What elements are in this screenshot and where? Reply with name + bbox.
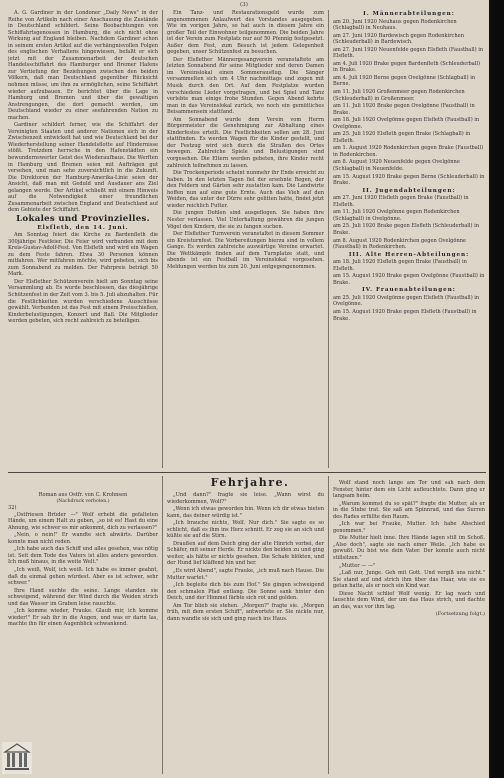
dateline: Elsfleth, den 14. Juni. xyxy=(37,224,129,231)
paragraph: Am Sonnabend wurde dem Verein vom Herrn Bürgermeister die Genehmigung zur Abhaltung eines Kinderfestes erteilt. Die Festlichkeiten sollen am 28. Juni stattfinden. Es werden Wagen für die Kinder gestellt, und der Festzug wird sich durch die Straßen des Ortes bewegen. Zahlreiche Spiele und Belustigungen sind vorgesehen. Die Eltern werden gebeten, ihre Kinder recht zahlreich teilnehmen zu lassen. xyxy=(167,116,324,169)
schedule-entry: am 25. Juli 1920 Brake gegen Elsfleth (Schleuderball) in Brake. xyxy=(333,223,480,236)
schedule-list xyxy=(333,295,485,322)
paragraph: Die Trockenperiode scheint nunmehr ihr Ende erreicht zu haben. In den letzten Tagen fiel der ersehnte Regen, der den Feldern und Gärten sehr zustatten kam. Die Landwirte hoffen nun auf eine gute Ernte. Auch das Vieh auf den Weiden, das unter der Dürre sehr gelitten hatte, findet jetzt wieder reichlich Futter. xyxy=(167,170,324,209)
schedule-entry: am 8. August 1920 Rodenkirchen gegen Ovelgönne (Faustball) in Rodenkirchen. xyxy=(333,237,467,251)
right-column-schedule xyxy=(333,10,485,468)
paragraph: Diese Nacht schlief Wolf wenig. Er lag wach und lauschte dem Wind, der um das Haus strich, und dachte an das, was vor ihm lag. xyxy=(333,590,485,610)
paragraph: Ihre Hand suchte die seine. Lange standen sie schweigend, während der Wind durch die Weiden strich und das Wasser im Graben leise rauschte. xyxy=(8,587,158,607)
schedule-entry: am 25. Juli 1920 Ovelgönne gegen Elsfleth (Faustball) in Ovelgönne. xyxy=(333,294,480,308)
schedule-list xyxy=(333,259,485,286)
paragraph: „Laß nur, Junge. Geh mit Gott. Und vergiß uns nicht." Sie stand auf und strich ihm über das Haar, wie sie es getan hatte, als er noch ein Kind war. xyxy=(333,570,485,590)
paragraph: „Ich habe auch das Schiff und alles gesehen, was nötig ist. Seit dem Tode des Vaters ist alles anders geworden. Ich muß hinaus, in die weite Welt." xyxy=(8,546,158,566)
schedule-list xyxy=(333,19,485,187)
paragraph: „Ich war bei Frauke, Mutter. Ich habe Abschied genommen." xyxy=(333,521,485,534)
schedule-entry: am 1. August 1920 Rodenkirchen gegen Brake (Faustball) in Rodenkirchen. xyxy=(333,145,484,158)
paragraph: Der Elsflether Männergesangverein veranstaltete am letzten Sonnabend für seine Mitglieder und deren Damen im Vereinslokal einen Sommerausflug. Die Sänger versammelten sich um 4 Uhr nachmittags und zogen mit Musik durch den Ort. Auf dem Festplatze wurden verschiedene Lieder vorgetragen, und bei Spiel und Tanz verlebte man einige frohe Stunden. Gegen Abend kehrte man in das Vereinslokal zurück, wo noch ein gemütliches Beisammensein stattfand. xyxy=(167,56,324,116)
left-column xyxy=(8,10,158,468)
schedule-entry: am 27. Juni 1920 Bardewisch gegen Rodenkirchen (Schleuderball) in Bardewisch. xyxy=(333,32,464,46)
paragraph: „Mutter — —" xyxy=(339,562,376,569)
schedule-entry: am 15. August 1920 Brake gegen Elsfleth (Faustball) in Brake. xyxy=(333,308,477,322)
scan-border xyxy=(492,0,504,778)
schedule-section-title: IV. Frauenabteilungen: xyxy=(362,287,456,294)
schedule-entry: am 27. Juni 1920 Neuenfelde gegen Elsfleth (Faustball) in Elsfleth. xyxy=(333,46,484,60)
paragraph: „Ich weiß, Wolf, ich weiß. Ich habe es immer geahnt, daß du einmal gehen würdest. Aber es ist schwer, sehr schwer." xyxy=(8,567,158,587)
section-title-lokales: Lokales und Provinzielles. xyxy=(16,213,150,224)
schedule-list xyxy=(333,195,485,250)
paragraph: Am Tor blieb sie stehen. „Morgen?" fragte sie. „Morgen früh, mit dem ersten Schiff", antwortete er. Sie nickte nur, dann wandte sie sich und ging rasch ins Haus. xyxy=(167,602,324,622)
paragraph: Ein Tanz- und Restaurationsgeld wurde zum angenommenen Anlaufwert des Vorstandes ausgegeben. Wie im vorigen Jahre, so hat auch in diesem Jahre ein großer Teil der Einwohner teilgenommen. Die beiden Jahre ist der Verein zum Festplatz nur auf 50 Pfennig festgesetzt. Außer dem Fest, zum Besuch ist jedem Gelegenheit gegeben, unser Schützenfest zu besuchen. xyxy=(167,10,324,56)
feuilleton-column-1 xyxy=(8,492,158,774)
schedule-entry: am 20. Juni 1920 Neuhaus gegen Rodenkirchen (Schlagball) in Neuhaus. xyxy=(333,18,457,32)
paragraph: Draußen auf dem Deich ging der alte Hinrich vorbei, der Schäfer, mit seiner Herde. Er nickte den beiden zu und ging weiter, als hätte er nichts gesehen. Die Schafe blökten, und der Hund lief kläffend hin und her. xyxy=(167,540,324,567)
feuilleton-column-3 xyxy=(333,480,485,774)
paragraph: Am Sonntag feiert die Kirche zu Bardenfleth die 300jährige Festfeier. Die Feier wird verbunden mit dem Kreis-Gustav-Adolf-Fest. Von Elsfleth und wird ein Wagen zu dem Feste fahren. Etwa 30 Personen können mitfahren. Wer mitfahren möchte, wird gebeten, sich bis zum Sonnabend zu melden. Der Fahrpreis beträgt 50 Mark. xyxy=(8,232,158,278)
paragraph: „Es wird Abend", sagte Frauke, „ich muß nach Hause. Die Mutter wartet." xyxy=(167,568,324,581)
schedule-entry: am 25. Juli 1920 Elsfleth gegen Brake (Schlagball) in Elsfleth. xyxy=(333,131,471,144)
paragraph: Der Elsflether Schützenverein hielt am Sonntag seine Versammlung ab. Es wurde beschlossen, das diesjährige Schützenfest in der Zeit vom 3. bis 5. Juli abzuhalten. Für die Festlichkeiten wurden verschiedene Ausschüsse gewählt. Verbunden ist das Fest mit einem Preisschießen, Kinderbelustigungen, Konzert und Ball. Die Mitglieder werden gebeten, sich recht zahlreich zu beteiligen. xyxy=(8,278,158,325)
schedule-entry: am 18. Juli 1920 Ovelgönne gegen Elsfleth (Faustball) in Ovelgönne. xyxy=(333,117,480,130)
paragraph: „Warum kommst du so spät?" fragte die Mutter, als er in die Stube trat. Sie saß am Spinnrad, und das Surren des Rades erfüllte den Raum. xyxy=(333,500,485,520)
schedule-entry: am 15. August 1920 Brake gegen Berne (Schleuderball) in Brake. xyxy=(333,173,485,187)
schedule-entry: am 27. Juni 1920 Elsfleth gegen Brake (Faustball) in Elsfleth. xyxy=(333,195,469,208)
paragraph: Die Mutter hielt inne. Ihre Hände lagen still im Schoß. „Also doch", sagte sie nach einer Weile. „Ich habe es gewußt. Du bist wie dein Vater. Der konnte auch nicht stillsitzen." xyxy=(333,535,485,562)
page-number: (3) xyxy=(240,2,248,8)
schedule-entry: am 11. Juli 1920 Großenmeer gegen Rodenkirchen (Schleuderball) in Großenmeer. xyxy=(333,89,465,102)
schedule-section-title: II. Jugendabteilungen: xyxy=(362,187,456,194)
schedule-entry: am 18. Juli 1920 Elsfleth gegen Brake (Faustball) in Elsfleth. xyxy=(333,259,467,272)
paragraph: „Ich begleite dich bis zum Hof." Sie gingen schweigend den schmalen Pfad entlang. Die Sonne sank hinter den Deich, und der Himmel färbte sich rot und golden. xyxy=(167,582,324,602)
schedule-entry: am 11. Juli 1920 Brake gegen Ovelgönne (Faustball) in Brake. xyxy=(333,103,475,116)
column-rule xyxy=(162,476,163,774)
chapter-number: 32) xyxy=(8,505,17,512)
schedule-entry: am 11. Juli 1920 Ovelgönne gegen Rodenkirchen (Schlagball) in Ovelgönne. xyxy=(333,209,460,222)
paragraph: „Wenn ich etwas geworden bin. Wenn ich dir etwas bieten kann, das deiner würdig ist." xyxy=(167,506,324,519)
schedule-section-title: III. Alte Herren-Abteilungen: xyxy=(348,251,470,258)
paragraph: „Nein, o nein!" Er wandte sich abwärts. Darüber konnte man nicht reden. xyxy=(8,532,158,545)
paragraph: Die jungen Dohlen sind ausgeflogen. Sie haben ihre Nester verlassen. Viel Unterhaltung gewähren die jungen Vögel den Kindern, die sie zu fangen suchen. xyxy=(167,210,324,230)
schedule-entry: am 4. Juli 1920 Berne gegen Ovelgönne (Schlagball) in Berne. xyxy=(333,74,476,88)
paragraph: Der Elsflether Turnverein veranstaltet in diesem Sommer ein Kreisturnfest. Die Vorbereitungen hierzu sind in vollem Gange. Es werden zahlreiche auswärtige Vereine erwartet. Die Wettkämpfe finden auf dem Turnplatze statt, und abends ist ein Festball im Vereinslokal vorgesehen. Meldungen werden bis zum 20. Juni entgegengenommen. xyxy=(167,231,324,270)
schedule-section-title: I. Männerabteilungen: xyxy=(363,11,455,17)
feuilleton-title: Fehrjahre. xyxy=(210,476,290,489)
column-rule xyxy=(328,476,329,774)
paragraph: „Und dann?" fragte sie leise. „Wann wirst du wiederkommen, Wolf?" xyxy=(167,492,324,505)
library-logo-icon xyxy=(2,742,32,774)
paragraph: Wolf stand noch lange am Tor und sah nach dem Fenster, hinter dem ein Licht aufleuchtete. Dann ging er langsam heim. xyxy=(333,480,485,500)
schedule-entry: am 15. August 1920 Brake gegen Ovelgönne (Faustball) in Brake. xyxy=(333,273,485,286)
paragraph: „Ich komme wieder, Frauke. Glaub mir, ich komme wieder!" Er sah ihr in die Augen, und was er darin las, machte ihn für einen Augenblick schwankend. xyxy=(8,608,158,628)
continuation-note: (Fortsetzung folgt.) xyxy=(435,611,485,618)
paragraph: A. G. Gardiner in der Londoner „Daily News" in der Reihe von Artikeln nach einer Anschauung die Zustände in Deutschland schildert. Seine Beobachtungen von Schiffahrtsgenossen in Hamburg, die sich nicht ohne Wirkung auf England bleiben. Nachdem Gardiner schon in seinem ersten Artikel auf die verhängnisvollen Folgen des englischen Verhaltens hingewiesen, befaßt er sich jetzt mit der Zusammenarbeit der deutschen Handelsschiffahrt des Hamburger und Bremer Hafens zur Vertiefung der Beziehungen zwischen den beiden Völkern, daß man Deutschland gegenüber Rücksicht nehmen müsse, um ihm zu ermöglichen, seine Schiffahrt wieder aufzubauen. Er berichtet über die Lage in Hamburg und Bremen und über die gewaltigen Anstrengungen, die dort gemacht werden, um Deutschland wieder zu einer seefahrenden Nation zu machen. xyxy=(8,10,158,121)
schedule-entry: am 4. Juli 1920 Brake gegen Bardenfleth (Schleuderball) in Brake. xyxy=(333,60,481,74)
feuilleton-column-2 xyxy=(167,492,324,774)
paragraph: „Ich brauche nichts, Wolf. Nur dich." Sie sagte es so schlicht, daß es ihm ins Herz schnitt. Er zog sie an sich und küßte sie auf die Stirn. xyxy=(167,520,324,540)
middle-column xyxy=(167,10,324,468)
schedule-entry: am 8. August 1920 Neuenfelde gegen Ovelgönne (Schlagball) in Neuenfelde. xyxy=(333,159,460,173)
feuilleton-subtitle: Roman aus Ostfr. von C. Krohnsen xyxy=(38,492,128,498)
column-rule xyxy=(328,10,329,468)
feuilleton-note: (Nachdruck verboten.) xyxy=(56,498,110,504)
feuilleton-rule xyxy=(8,472,486,473)
paragraph: Gardiner schildert ferner, wie die Schiffahrt der Vereinigten Staaten und anderer Nationen sich in der Zwischenzeit entwickelt hat und wie Deutschland bei der Wiederherstellung seiner Handelsflotte auf Hindernisse stößt. Trotzdem herrsche in den Hafenstädten ein bewundernswerter Geist des Wiederaufbaus. Die Werften in Hamburg und Bremen seien mit Aufträgen gut versehen, und man sehe zuversichtlich in die Zukunft. Die Direktoren der Hamburg-Amerika-Linie seien der Ansicht, daß man mit Geduld und Ausdauer ans Ziel gelangen werde. Der Artikel schließt mit einem Hinweis auf die Notwendigkeit einer freundlichen Zusammenarbeit zwischen England und Deutschland auf dem Gebiete der Schiffahrt. xyxy=(8,122,158,214)
column-rule xyxy=(162,10,163,468)
paragraph: „Ostfriesen Brüder —" Wolf erhebt die gefalteten Hände, um einem Halt zu geben, „so ist es! Hast du eine Ahnung, wie schwer es mir ankommt, dich zu verlassen?" xyxy=(8,511,158,531)
